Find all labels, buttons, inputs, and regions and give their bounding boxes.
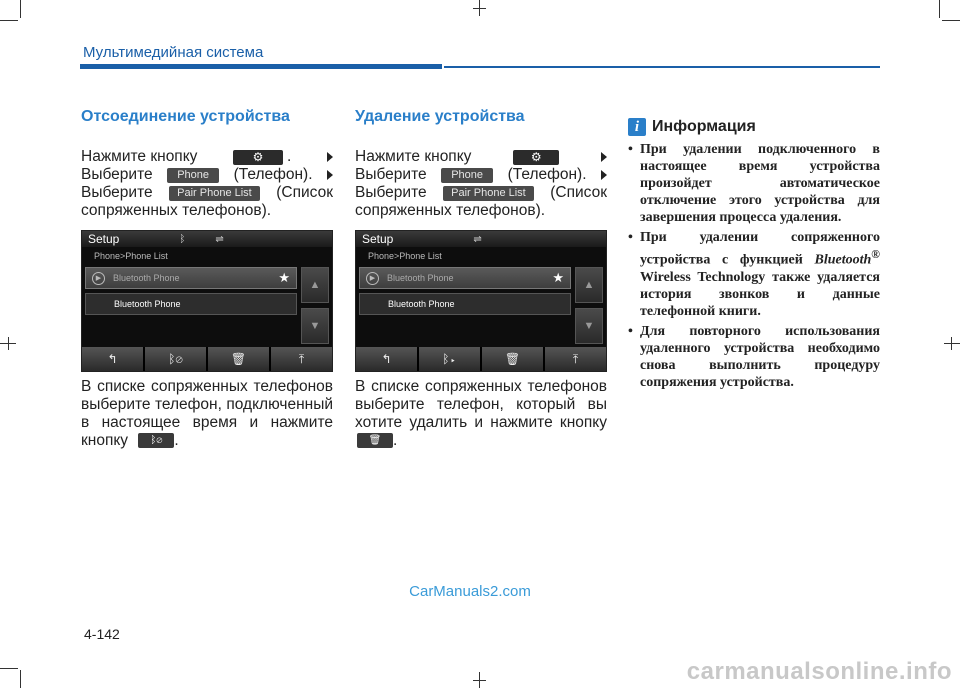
triangle-down-icon: ▼	[583, 320, 595, 332]
crop-mark	[0, 20, 18, 21]
crop-mark	[473, 8, 486, 9]
play-icon: ▶	[366, 272, 379, 285]
bluetooth-connect-icon: ᛒ▸	[442, 352, 457, 366]
move-top-button[interactable]	[545, 347, 606, 371]
phone-list-item[interactable]: Bluetooth Phone	[359, 293, 571, 315]
triangle-up-icon: ▲	[583, 279, 595, 291]
crop-mark	[0, 668, 18, 669]
screen-path: Phone>Phone List	[94, 251, 168, 261]
header-rule	[80, 64, 442, 69]
gear-icon: ⚙	[252, 150, 264, 164]
disconnect-description: В списке сопряженных телефонов выберите телефон, подключенный в настоящее время и нажмите кнопку ᛒ⊘ .	[81, 378, 333, 449]
info-bullet: • Для повторного использования удаленного устройства необходимо снова выполнить процедуру сопряжения устройства.	[628, 323, 880, 391]
star-icon: ★	[552, 270, 564, 285]
phone-list-item[interactable]: ▶ Bluetooth Phone ★	[85, 267, 297, 289]
phone-button[interactable]: Phone	[441, 168, 493, 183]
gear-icon: ⚙	[530, 150, 542, 164]
info-list	[628, 141, 880, 391]
crop-mark	[942, 20, 960, 21]
delete-steps: Нажмите кнопку ⚙ Выберите Phone (Телефон). Выберите Pair Phone List (Список сопряженных телефонов).	[355, 148, 607, 219]
delete-inline-button[interactable]	[357, 433, 393, 448]
crop-mark	[8, 337, 9, 350]
usb-icon: ⇌	[215, 233, 224, 245]
connect-button[interactable]	[419, 347, 480, 371]
scroll-down-button[interactable]	[575, 308, 603, 344]
move-top-icon: ⤒	[572, 351, 579, 366]
bluetooth-disconnect-icon: ᛒ⊘	[168, 352, 183, 366]
back-arrow-icon: ↰	[107, 352, 118, 366]
page-number: 4-142	[84, 626, 120, 642]
setup-button[interactable]	[233, 150, 283, 165]
triangle-up-icon: ▲	[309, 279, 321, 291]
bluetooth-disconnect-icon: ᛒ⊘	[150, 434, 163, 446]
arrow-right-icon	[601, 152, 607, 162]
disconnect-button[interactable]	[145, 347, 206, 371]
section-header: Мультимедийная система	[83, 44, 264, 61]
screen-softkeys	[356, 347, 606, 371]
setup-button[interactable]	[513, 150, 559, 165]
phone-list-screen	[355, 230, 607, 372]
delete-section	[355, 108, 607, 450]
crop-mark	[951, 337, 952, 350]
scroll-up-button[interactable]	[301, 267, 329, 303]
screen-path: Phone>Phone List	[368, 251, 442, 261]
pair-phone-list-button[interactable]: Pair Phone List	[443, 186, 534, 201]
crop-mark	[939, 0, 940, 18]
usb-icon: ⇌	[473, 233, 482, 245]
disconnect-steps: Нажмите кнопку ⚙ . Выберите Phone (Телефон). Выберите Pair Phone List (Список сопряженных телефонов).	[81, 148, 333, 219]
phone-button[interactable]: Phone	[167, 168, 219, 183]
disconnect-section	[81, 108, 333, 450]
delete-button[interactable]	[482, 347, 543, 371]
phone-list-screen	[81, 230, 333, 372]
move-top-icon: ⤒	[298, 351, 305, 366]
crop-mark	[20, 0, 21, 18]
scroll-down-button[interactable]	[301, 308, 329, 344]
info-box	[628, 115, 880, 394]
arrow-right-icon	[327, 152, 333, 162]
info-bullet: • При удалении подключенного в настоящее время устройства произойдет автоматическое отключение этого устройства для завершения процесса удаления.	[628, 141, 880, 226]
screen-titlebar: Setup ᛒ ⇌	[82, 231, 332, 247]
arrow-right-icon	[327, 170, 333, 180]
phone-list-item[interactable]: Bluetooth Phone	[85, 293, 297, 315]
screen-softkeys	[82, 347, 332, 371]
pair-phone-list-button[interactable]: Pair Phone List	[169, 186, 260, 201]
info-bullet: • При удалении сопряженного устройства с функцией Bluetooth® Wireless Technology также удаляется история звонков и данные телефонной книги.	[628, 229, 880, 320]
play-icon: ▶	[92, 272, 105, 285]
crop-mark	[20, 670, 21, 688]
info-icon: i	[628, 118, 646, 136]
watermark-link[interactable]: CarManuals2.com	[409, 583, 531, 600]
phone-list-item[interactable]: ▶ Bluetooth Phone ★	[359, 267, 571, 289]
info-title: Информация	[652, 118, 756, 135]
trash-icon: 🗑	[368, 434, 382, 446]
disconnect-inline-button[interactable]	[138, 433, 174, 448]
header-rule-thin	[444, 66, 880, 68]
move-top-button[interactable]	[271, 347, 332, 371]
crop-mark	[473, 680, 486, 681]
arrow-right-icon	[601, 170, 607, 180]
trash-icon: 🗑	[230, 352, 247, 366]
star-icon: ★	[278, 270, 290, 285]
delete-button[interactable]	[208, 347, 269, 371]
screen-titlebar: Setup ⇌	[356, 231, 606, 247]
back-button[interactable]	[82, 347, 143, 371]
footer-watermark: carmanualsonline.info	[686, 658, 952, 685]
delete-description: В списке сопряженных телефонов выберите телефон, который вы хотите удалить и нажмите кнопку 🗑 .	[355, 378, 607, 449]
back-arrow-icon: ↰	[381, 352, 392, 366]
scroll-up-button[interactable]	[575, 267, 603, 303]
trash-icon: 🗑	[504, 352, 521, 366]
crop-mark	[944, 343, 960, 344]
triangle-down-icon: ▼	[309, 320, 321, 332]
bluetooth-icon: ᛒ	[179, 233, 186, 245]
disconnect-title: Отсоединение устройства	[81, 108, 290, 125]
delete-title: Удаление устройства	[355, 108, 525, 125]
back-button[interactable]	[356, 347, 417, 371]
